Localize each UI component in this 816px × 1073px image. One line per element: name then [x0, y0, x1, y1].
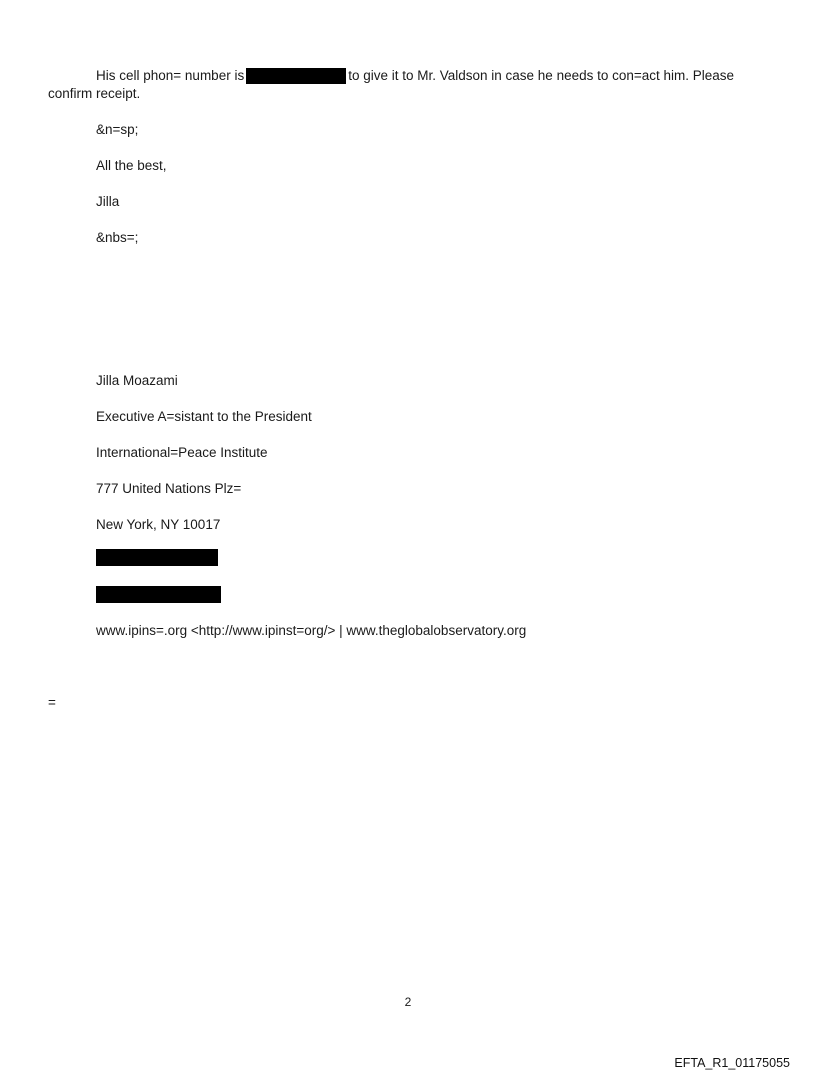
signature-address-line-1: 777 United Nations Plz= [96, 481, 242, 496]
nbsp-artifact-1: &n=sp; [96, 122, 139, 137]
trailing-equals-artifact: = [48, 695, 56, 710]
redacted-phone-line [96, 549, 218, 566]
email-paragraph-line-1 [96, 67, 734, 85]
signature-organization: International=Peace Institute [96, 445, 268, 460]
sender-first-name: Jilla [96, 194, 120, 209]
signature-address-line-2: New York, NY 10017 [96, 517, 221, 532]
email-paragraph-line-2: confirm receipt. [48, 86, 141, 101]
signature-title: Executive A=sistant to the President [96, 409, 312, 424]
page-number: 2 [404, 995, 412, 1009]
nbsp-artifact-2: &nbs=; [96, 230, 139, 245]
paragraph-text-before-redaction: His cell phon= number is [96, 68, 245, 83]
signature-name: Jilla Moazami [96, 373, 178, 388]
redacted-phone-number [246, 68, 346, 84]
signature-website-line: www.ipins=.org <http://www.ipinst=org/> | www.theglobalobservatory.org [96, 623, 527, 638]
paragraph-text-after-redaction: to give it to Mr. Valdson in case he needs to con=act him. Please [348, 68, 735, 83]
redacted-email-line [96, 586, 221, 603]
document-id-stamp: EFTA_R1_01175055 [674, 1056, 790, 1070]
closing-line: All the best, [96, 158, 167, 173]
